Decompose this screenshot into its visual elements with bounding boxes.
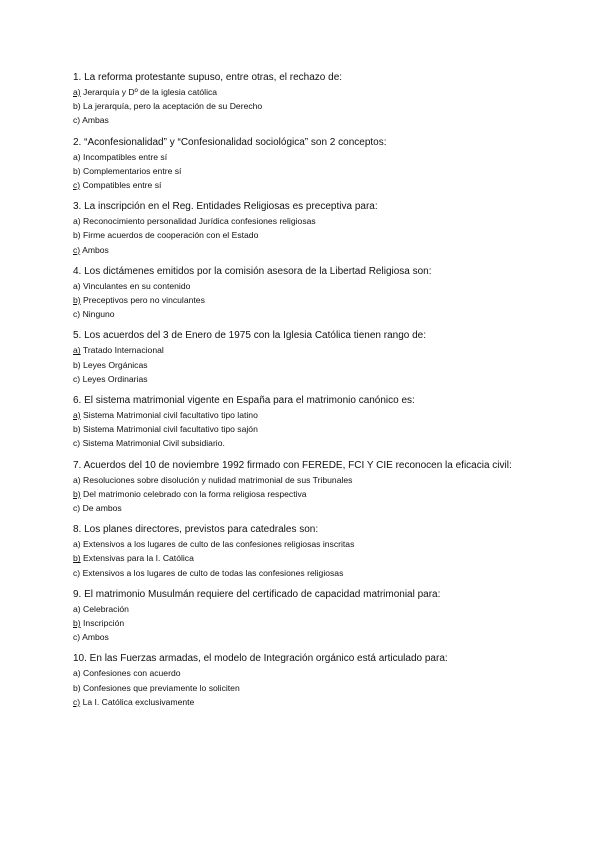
answer-letter: a) xyxy=(73,474,81,485)
answer-text: Sistema Matrimonial civil facultativo tipo sajón xyxy=(83,424,258,435)
question-text: 9. El matrimonio Musulmán requiere del certificado de capacidad matrimonial para: xyxy=(73,588,441,600)
answer-option xyxy=(73,99,573,113)
answer-text: Del matrimonio celebrado con la forma religiosa respectiva xyxy=(83,488,307,499)
answer-letter-marked: b) xyxy=(73,488,81,499)
question-block xyxy=(73,459,573,516)
answer-letter: c) xyxy=(73,373,81,384)
answer-option xyxy=(73,630,573,644)
answer-letter-marked: c) xyxy=(73,696,81,707)
answer-option xyxy=(73,293,573,307)
question-block xyxy=(73,265,573,322)
answer-letter: a) xyxy=(73,216,81,227)
answer-letter: c) xyxy=(73,503,81,514)
answer-option xyxy=(73,214,573,228)
answer-text: Ambos xyxy=(82,632,109,643)
answer-option xyxy=(73,537,573,551)
answer-letter: a) xyxy=(73,603,81,614)
answer-option xyxy=(73,85,573,99)
answer-text: Preceptivos pero no vinculantes xyxy=(83,295,205,306)
answer-option xyxy=(73,343,573,357)
question-text: 3. La inscripción en el Reg. Entidades Religiosas es preceptiva para: xyxy=(73,201,378,213)
question-text: 2. “Aconfesionalidad” y “Confesionalidad sociológica” son 2 conceptos: xyxy=(73,136,387,148)
answer-text: Tratado Internacional xyxy=(82,345,164,356)
answer-option xyxy=(73,501,573,515)
answer-text: Confesiones que previamente lo soliciten xyxy=(83,682,240,693)
question-text: 1. La reforma protestante supuso, entre otras, el rechazo de: xyxy=(73,72,343,83)
answer-letter-marked: a) xyxy=(73,345,81,356)
answer-option xyxy=(73,358,573,372)
answer-option xyxy=(73,422,573,436)
answer-option xyxy=(73,150,573,164)
answer-text: Firme acuerdos de cooperación con el Estado xyxy=(83,230,259,241)
question-text: 7. Acuerdos del 10 de noviembre 1992 firmado con FEREDE, FCI Y CIE reconocen la eficacia civil: xyxy=(73,459,512,471)
answer-option xyxy=(73,616,573,630)
question-block xyxy=(73,394,573,451)
answer-letter-marked: a) xyxy=(73,410,81,421)
answer-text: Inscripción xyxy=(83,618,125,629)
answer-text: La I. Católica exclusivamente xyxy=(82,696,195,707)
answer-option xyxy=(73,178,573,192)
answer-text: Sistema Matrimonial civil facultativo tipo latino xyxy=(83,410,258,421)
answer-option xyxy=(73,487,573,501)
answer-letter-marked: b) xyxy=(73,553,81,564)
answer-letter: b) xyxy=(73,165,81,176)
answer-letter: b) xyxy=(73,101,81,112)
answer-text: Reconocimiento personalidad Jurídica confesiones religiosas xyxy=(83,216,316,227)
answer-letter-marked: b) xyxy=(73,618,81,629)
question-block xyxy=(73,136,573,193)
answer-letter-marked: a) xyxy=(73,87,81,97)
answer-text: Jerarquía y Dº de la iglesia católica xyxy=(83,87,218,97)
answer-option xyxy=(73,164,573,178)
answer-letter: c) xyxy=(73,567,81,578)
answer-text: Resoluciones sobre disolución y nulidad matrimonial de sus Tribunales xyxy=(83,474,353,485)
answer-option xyxy=(73,113,573,127)
answer-option xyxy=(73,695,573,709)
answer-text: Ninguno xyxy=(82,309,115,320)
question-block xyxy=(73,329,573,386)
answer-letter: c) xyxy=(73,309,81,320)
answer-letter: b) xyxy=(73,359,81,370)
answer-text: Ambas xyxy=(82,115,109,126)
answer-text: Celebración xyxy=(83,603,129,614)
answer-text: Extensivos a los lugares de culto de todas las confesiones religiosas xyxy=(82,567,344,578)
answer-text: Compatibles entre sí xyxy=(82,180,162,191)
answer-letter: a) xyxy=(73,280,81,291)
answer-option xyxy=(73,279,573,293)
answer-letter: c) xyxy=(73,115,81,126)
answer-option xyxy=(73,243,573,257)
answer-text: Leyes Orgánicas xyxy=(83,359,148,370)
answer-option xyxy=(73,666,573,680)
answer-option xyxy=(73,602,573,616)
question-block xyxy=(73,652,573,709)
answer-letter-marked: c) xyxy=(73,244,81,255)
answer-text: Incompatibles entre sí xyxy=(83,151,168,162)
answer-text: Ambos xyxy=(82,244,109,255)
question-block xyxy=(73,71,573,128)
answer-text: De ambos xyxy=(82,503,122,514)
answer-letter: b) xyxy=(73,424,81,435)
answer-option xyxy=(73,307,573,321)
question-block xyxy=(73,588,573,645)
answer-letter: c) xyxy=(73,438,81,449)
answer-text: La jerarquía, pero la aceptación de su Derecho xyxy=(83,101,263,112)
answer-option xyxy=(73,372,573,386)
answer-text: Extensivos a los lugares de culto de las confesiones religiosas inscritas xyxy=(83,539,355,550)
question-list xyxy=(73,71,573,717)
answer-text: Extensivas para la I. Católica xyxy=(83,553,194,564)
answer-letter-marked: c) xyxy=(73,180,81,191)
answer-option xyxy=(73,408,573,422)
answer-option xyxy=(73,681,573,695)
answer-option xyxy=(73,551,573,565)
answer-letter: a) xyxy=(73,539,81,550)
question-text: 4. Los dictámenes emitidos por la comisión asesora de la Libertad Religiosa son: xyxy=(73,265,432,277)
question-block xyxy=(73,200,573,257)
question-text: 6. El sistema matrimonial vigente en España para el matrimonio canónico es: xyxy=(73,395,415,407)
answer-letter: a) xyxy=(73,151,81,162)
answer-letter: a) xyxy=(73,668,81,679)
answer-option xyxy=(73,436,573,450)
question-text: 8. Los planes directores, previstos para catedrales son: xyxy=(73,524,319,536)
answer-text: Sistema Matrimonial Civil subsidiario. xyxy=(82,438,225,449)
answer-text: Vinculantes en su contenido xyxy=(83,280,191,291)
answer-text: Confesiones con acuerdo xyxy=(83,668,181,679)
answer-letter-marked: b) xyxy=(73,295,81,306)
answer-text: Leyes Ordinarias xyxy=(82,373,148,384)
question-text: 5. Los acuerdos del 3 de Enero de 1975 con la Iglesia Católica tienen rango de: xyxy=(73,330,427,342)
answer-letter: c) xyxy=(73,632,81,643)
answer-option xyxy=(73,473,573,487)
answer-letter: b) xyxy=(73,230,81,241)
question-text: 10. En las Fuerzas armadas, el modelo de Integración orgánico está articulado para: xyxy=(73,653,448,665)
answer-text: Complementarios entre sí xyxy=(83,165,182,176)
question-block xyxy=(73,523,573,580)
answer-option xyxy=(73,228,573,242)
answer-letter: b) xyxy=(73,682,81,693)
answer-option xyxy=(73,566,573,580)
